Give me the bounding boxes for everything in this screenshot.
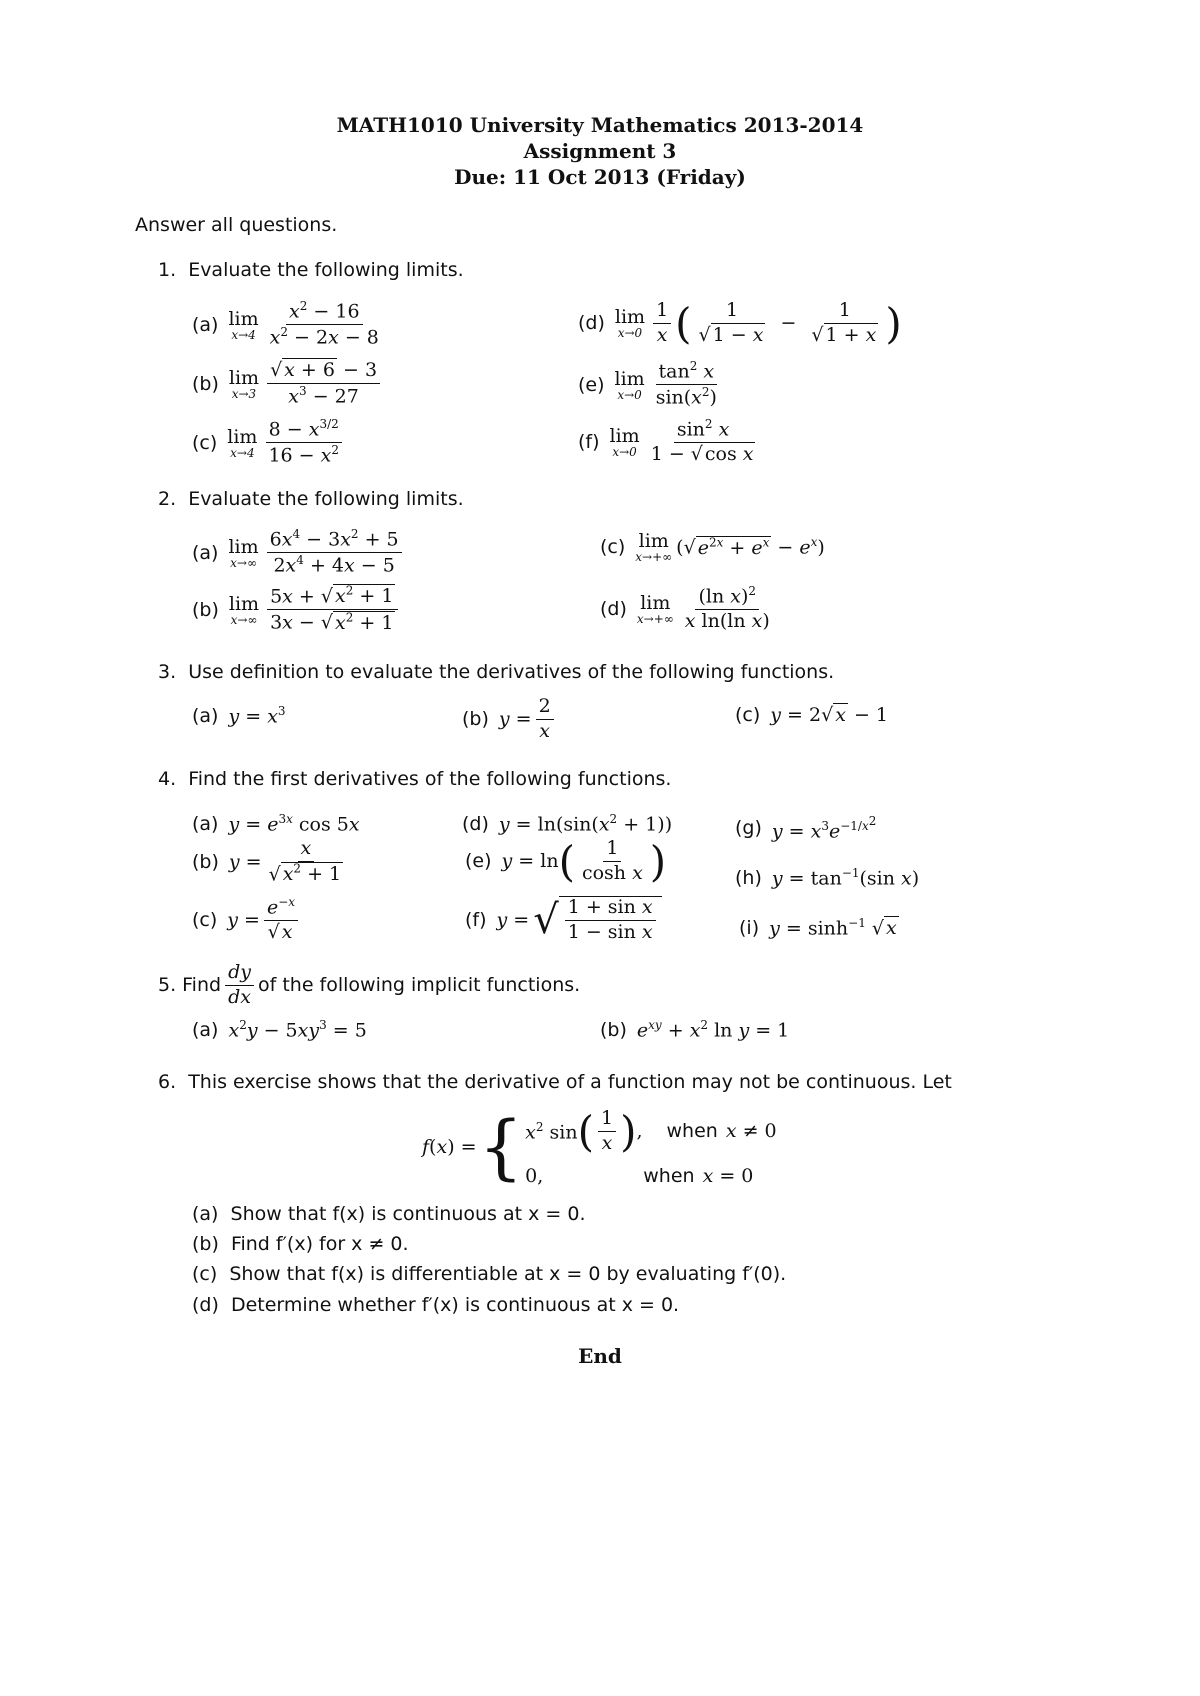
q6-part-b <box>192 1233 409 1255</box>
part-label: (b) <box>462 708 489 731</box>
q3-part-b: (b) y = $\frac{2}{x}$ <box>462 696 558 743</box>
question-number: 5. <box>158 974 177 997</box>
part-label: (c) <box>600 536 626 558</box>
piecewise-function: f(x) = { $x^2$ sin ( $\frac{1}{x}$ ) , when x ≠ 0 0, when x = 0 <box>422 1106 777 1189</box>
question-number: 4. <box>158 768 177 790</box>
q4-part-e: (e) y = ln ( $\frac{1}{\text{cosh x}}$ ) <box>465 836 667 886</box>
part-label: (b) <box>192 1233 219 1255</box>
part-label: (c) <box>735 704 761 726</box>
part-label: (f) <box>465 908 487 931</box>
question-number: 3. <box>158 661 177 683</box>
course-title: MATH1010 University Mathematics 2013-2014 <box>336 113 864 137</box>
q4-part-a: (a) $y = e^{3x}$ cos 5x <box>192 812 360 836</box>
question-text: Evaluate the following limits. <box>188 259 464 281</box>
q6-part-d <box>192 1294 679 1316</box>
question-text: This exercise shows that the derivative of a function may not be continuous. Let <box>188 1071 952 1093</box>
when-text: when <box>666 1120 718 1143</box>
part-label: (c) <box>192 1263 218 1285</box>
part-label: (b) <box>192 598 219 621</box>
question-2 <box>158 488 464 510</box>
part-label: (c) <box>192 909 218 931</box>
q1-part-d: (d) lim x→0 $\frac{1}{x}$ ( $\frac{1}{√ 1 - x}$ − $\frac{1}{√ 1 + x}$ ) <box>578 298 902 348</box>
q1-part-b: (b) lim x→3 $\frac{√ x + 6 - 3}{x^3 - 27}$ <box>192 360 384 408</box>
question-4 <box>158 768 671 790</box>
question-3 <box>158 661 834 683</box>
q1-part-c: (c) lim x→4 $\frac{8 - x^{3/2}}{16 - x^2}$ <box>192 418 346 467</box>
part-label: (d) <box>600 598 627 620</box>
part-label: (i) <box>739 916 760 939</box>
part-label: (b) <box>192 851 219 873</box>
q6-part-a <box>192 1203 586 1225</box>
part-label: (e) <box>578 373 605 396</box>
question-text-post: of the following implicit functions. <box>257 974 581 997</box>
q4-part-i: (i) $y = \sinh^{-1}$ √ x <box>739 916 897 940</box>
part-label: (a) <box>192 313 219 336</box>
question-text: Find the first derivatives of the following functions. <box>188 768 672 790</box>
question-1 <box>158 259 464 281</box>
question-5: 5. Find $\frac{dy}{dx}$ of the following implicit functions. <box>158 961 581 1008</box>
part-text: Determine whether f′(x) is continuous at x = 0. <box>230 1294 680 1316</box>
q3-part-c: (c) y = 2√ x − 1 <box>735 704 889 726</box>
q5-part-b: (b) $e^{xy} + x^2$ ln y = 1 <box>600 1018 790 1042</box>
assignment-title: Assignment 3 <box>523 139 677 163</box>
q4-part-g: (g) $y = x^3e^{-1/x^2}$ <box>735 814 877 843</box>
question-text: Use definition to evaluate the derivatives of the following functions. <box>188 661 835 683</box>
q4-part-c: (c) y = $\frac{e^{-x}}{√ x}$ <box>192 896 302 944</box>
part-label: (a) <box>192 812 219 835</box>
q4-part-b: (b) y = $\frac{x}{√ x^2 + 1}$ <box>192 837 342 886</box>
part-label: (d) <box>192 1294 219 1316</box>
q4-part-f: (f) y = √ $\frac{\text{1 + sin x}}{\text{1 − sin x}}$ <box>465 896 662 944</box>
q3-part-a: (a) $y = x^3$ <box>192 704 286 728</box>
question-number: 2. <box>158 488 177 510</box>
q2-part-d: (d) lim x→+∞ $\frac{(\ln x)^2}{\text{x ln(ln x)}}$ <box>600 584 770 633</box>
part-label: (c) <box>192 431 218 454</box>
question-6 <box>158 1071 952 1093</box>
part-text: Show that f(x) is continuous at x = 0. <box>230 1203 586 1225</box>
question-text: Evaluate the following limits. <box>188 488 464 510</box>
q1-part-a: (a) lim x→4 $\frac{x^2 - 16}{x^2 - 2x - 8}$ <box>192 299 379 349</box>
q2-part-b: (b) lim x→∞ $\frac{5x + √ x^2 + 1}{3x - √ x^2 + 1}$ <box>192 585 402 634</box>
q2-part-c: (c) lim x→+∞ (√ $e^{2x} + e^x - e^x$) <box>600 530 825 564</box>
part-label: (a) <box>192 541 219 564</box>
part-label: (b) <box>600 1018 627 1041</box>
q4-part-h: (h) $y = \tan^{-1}(\sin$ x) <box>735 866 920 890</box>
q4-part-d: (d) $y = \ln(\sin(x^2 + 1))$ <box>462 812 673 836</box>
q6-part-c <box>192 1263 786 1285</box>
q1-part-f: (f) lim x→0 $\frac{\sin^2 x}{\text{1 − √ cos x}}$ <box>578 417 754 466</box>
part-label: (b) <box>192 373 219 395</box>
q5-part-a: (a) $x^2y - 5xy^3 = 5$ <box>192 1018 367 1042</box>
q2-part-a: (a) lim x→∞ $\frac{6x^4 - 3x^2 + 5}{2x^4 + 4x - 5}$ <box>192 528 406 577</box>
question-number: 6. <box>158 1071 177 1093</box>
part-label: (f) <box>578 431 600 453</box>
q1-part-e: (e) lim x→0 $\frac{\tan^2 x}{\sin(x^2)}$ <box>578 359 717 409</box>
question-number: 1. <box>158 259 177 281</box>
part-label: (a) <box>192 704 219 727</box>
part-text: Show that f(x) is differentiable at x = 0 by evaluating f′(0). <box>229 1263 787 1285</box>
instructions: Answer all questions. <box>135 214 338 236</box>
due-date: Due: 11 Oct 2013 (Friday) <box>454 165 746 189</box>
part-label: (h) <box>735 866 762 889</box>
part-label: (d) <box>462 812 489 835</box>
part-label: (g) <box>735 817 762 840</box>
part-label: (a) <box>192 1018 219 1041</box>
end-marker: End <box>578 1344 622 1368</box>
question-text-pre: Find <box>182 974 222 997</box>
when-text: when <box>643 1164 695 1187</box>
part-label: (e) <box>465 850 492 873</box>
part-label: (d) <box>578 312 605 335</box>
part-label: (a) <box>192 1203 219 1225</box>
part-text: Find f′(x) for x ≠ 0. <box>230 1233 409 1255</box>
